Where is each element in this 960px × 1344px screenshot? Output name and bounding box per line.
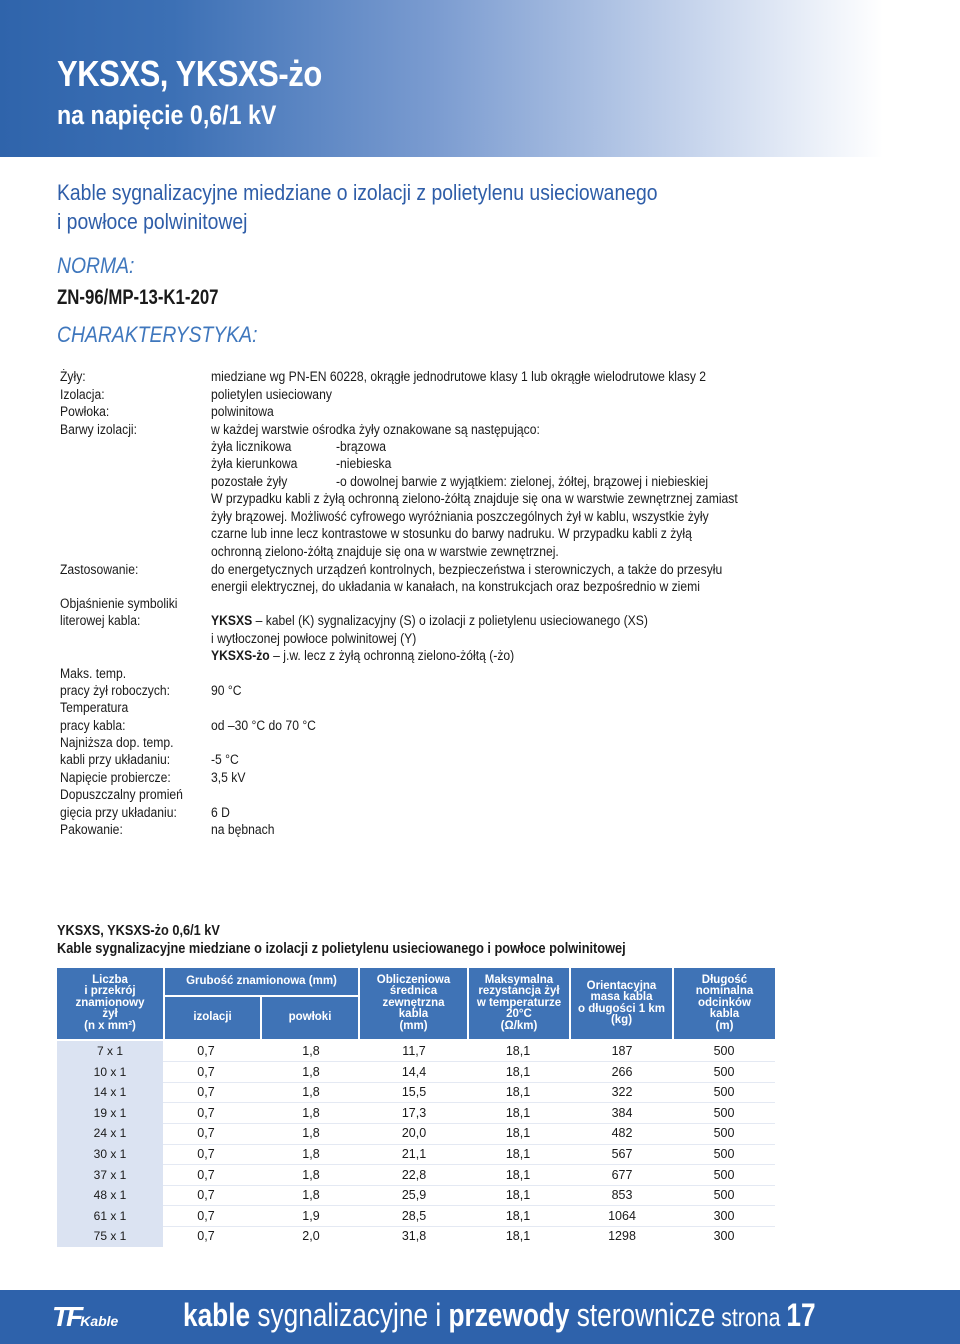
table-row-label: 48 x 1: [57, 1185, 163, 1206]
table-cell: 500: [713, 1188, 735, 1203]
table-cell: 18,1: [505, 1147, 531, 1161]
spec-value-barwy-1: w każdej warstwie ośrodka żyły oznakowane są następująco:: [211, 422, 540, 437]
table-cell: 31,8: [401, 1229, 427, 1244]
table-cell: 18,1: [505, 1044, 531, 1058]
table-cell: 0,7: [197, 1105, 215, 1120]
header-grubosc: Grubość znamionowa (mm): [165, 968, 358, 995]
table-cell: 1,8: [302, 1126, 320, 1141]
table-row-label: 19 x 1: [57, 1103, 163, 1124]
spec-value-barwy-6: żyły brązowej. Możliwość cyfrowego wyróżniania poszczególnych żył w kablu, wszystkie żyły: [211, 509, 709, 524]
spec-value-barwy-4a: pozostałe żyły: [211, 474, 288, 489]
spec-label-promien-1: Dopuszczalny promień: [60, 787, 183, 802]
header-srednica: [360, 968, 467, 1039]
table-cell: 567: [611, 1147, 633, 1161]
table-cell: 677: [611, 1167, 633, 1182]
spec-label-powloka: Powłoka:: [60, 404, 110, 419]
table-cell: 1064: [608, 1208, 636, 1223]
header-liczba-text: Liczba i przekrój znamionowy żył (n x mm²): [75, 973, 145, 1032]
symbol-yksxs-zo-text: – j.w. lecz z żyłą ochronną zielono-żółtą (-żo): [269, 648, 515, 663]
table-cell: 0,7: [197, 1126, 215, 1141]
footer-word-sygnalizacyjne: sygnalizacyjne i: [250, 1297, 449, 1333]
table-cell: 1,8: [302, 1064, 320, 1079]
spec-label-objasnienie-2: literowej kabla:: [60, 613, 141, 628]
header-rezystancja: [469, 968, 569, 1039]
spec-label-najn-2: kabli przy układaniu:: [60, 752, 171, 767]
header-masa: [571, 968, 672, 1039]
table-row-label: 30 x 1: [57, 1144, 163, 1165]
spec-label-izolacja: Izolacja:: [60, 387, 105, 402]
table-cell: 18,1: [505, 1105, 531, 1120]
table-cell: 322: [611, 1085, 633, 1100]
table-cell: 500: [713, 1126, 735, 1141]
table-cell: 1,8: [302, 1167, 320, 1182]
table-cell: 0,7: [197, 1085, 215, 1100]
table-row-label: 24 x 1: [57, 1123, 163, 1144]
spec-label-zyly: Żyły:: [60, 369, 86, 384]
spec-value-promien: 6 D: [211, 805, 230, 820]
header-band: [0, 0, 960, 157]
header-srednica-text: Obliczeniowa średnica zewnętrzna kabla (mm): [376, 973, 451, 1032]
norma-value: ZN-96/MP-13-K1-207: [57, 286, 219, 309]
table-cell: 15,5: [401, 1085, 427, 1100]
table-cell: 500: [713, 1105, 735, 1120]
table-row-label: 7 x 1: [57, 1041, 163, 1062]
spec-label-maks-2: pracy żył roboczych:: [60, 683, 171, 698]
characteristics-heading: CHARAKTERYSTYKA:: [57, 322, 258, 347]
spec-label-temp-2: pracy kabla:: [60, 718, 126, 733]
table-row-label: 37 x 1: [57, 1165, 163, 1186]
footer-text: [183, 1297, 816, 1334]
table-cell: 187: [611, 1044, 633, 1058]
spec-value-barwy-2b: -brązowa: [336, 439, 386, 454]
footer-word-kable: kable: [183, 1297, 251, 1333]
spec-value-barwy-4b: -o dowolnej barwie z wyjątkiem: zielonej, żółtej, brązowej i niebieskiej: [336, 474, 709, 489]
spec-value-najn: -5 °C: [211, 752, 239, 767]
spec-value-barwy-8: ochronną zielono-żółtą znajduje się ona w warstwie zewnętrznej.: [211, 544, 559, 559]
table-cell: 2,0: [302, 1229, 320, 1244]
table-cell: 1,9: [302, 1208, 320, 1223]
table-cell: 0,7: [197, 1208, 215, 1223]
spec-label-promien-2: gięcia przy układaniu:: [60, 805, 177, 820]
table-cell: 18,1: [505, 1167, 531, 1182]
table-cell: 500: [713, 1064, 735, 1079]
description-line-2: i powłoce polwinitowej: [57, 209, 248, 234]
table-cell: 14,4: [401, 1064, 427, 1079]
spec-value-maks: 90 °C: [211, 683, 242, 698]
table-cell: 853: [611, 1188, 633, 1203]
footer-page-label: strona: [715, 1302, 787, 1332]
table-cell: 500: [713, 1044, 735, 1058]
table-cell: 0,7: [197, 1167, 215, 1182]
symbol-yksxs: YKSXS: [211, 613, 253, 628]
spec-value-napiecie: 3,5 kV: [211, 770, 246, 785]
table-cell: 482: [611, 1126, 633, 1141]
spec-label-najn-1: Najniższa dop. temp.: [60, 735, 174, 750]
description-line-1: Kable sygnalizacyjne miedziane o izolacji z polietylenu usieciowanego: [57, 180, 658, 205]
table-cell: 22,8: [401, 1167, 427, 1182]
table-cell: 11,7: [402, 1044, 426, 1058]
table-cell: 1,8: [302, 1188, 320, 1203]
table-cell: 18,1: [505, 1208, 531, 1223]
spec-label-maks-1: Maks. temp.: [60, 666, 127, 681]
table-cell: 266: [611, 1064, 633, 1079]
table-cell: 18,1: [505, 1085, 531, 1100]
table-row-label: 10 x 1: [57, 1062, 163, 1083]
footer-word-przewody: przewody: [448, 1297, 570, 1333]
table-cell: 0,7: [197, 1064, 215, 1079]
spec-value-zastosowanie-1: do energetycznych urządzeń kontrolnych, bezpieczeństwa i sterowniczych, a także do przesyłu: [211, 562, 723, 577]
spec-value-barwy-3a: żyła kierunkowa: [211, 456, 298, 471]
table-cell: 0,7: [197, 1044, 215, 1058]
spec-value-barwy-5: W przypadku kabli z żyłą ochronną zielono-żółtą znajduje się ona w warstwie zewnętrznej zamiast: [211, 491, 738, 506]
page-subtitle: na napięcie 0,6/1 kV: [57, 100, 277, 130]
table-title-2: Kable sygnalizacyjne miedziane o izolacji z polietylenu usieciowanego i powłoce polwinitowej: [57, 941, 626, 957]
table-cell: 1,8: [302, 1147, 320, 1161]
header-dlugosc-text: Długość nominalna odcinków kabla (m): [695, 973, 754, 1032]
spec-label-temp-1: Temperatura: [60, 700, 129, 715]
table-cell: 18,1: [505, 1229, 531, 1244]
header-powloki: powłoki: [262, 997, 358, 1039]
table-cell: 1,8: [302, 1105, 320, 1120]
table-cell: 21,1: [401, 1147, 427, 1161]
page-number: 17: [786, 1297, 816, 1333]
table-cell: 1,8: [302, 1085, 320, 1100]
spec-value-zastosowanie-2: energii elektrycznej, do układania w kanałach, na konstrukcjach oraz bezpośrednio w ziemi: [211, 579, 700, 594]
table-title-1: YKSXS, YKSXS-żo 0,6/1 kV: [57, 923, 220, 939]
table-row-label: 61 x 1: [57, 1206, 163, 1227]
spec-value-zyly: miedziane wg PN-EN 60228, okrągłe jednodrutowe klasy 1 lub okrągłe wielodrutowe klasy 2: [211, 369, 707, 384]
table-cell: 500: [713, 1147, 735, 1161]
table-cell: 300: [713, 1229, 735, 1244]
table-cell: 384: [611, 1105, 633, 1120]
table-cell: 0,7: [197, 1147, 215, 1161]
spec-label-objasnienie-1: Objaśnienie symboliki: [60, 596, 178, 611]
spec-value-izolacja: polietylen usieciowany: [211, 387, 332, 402]
header-rezystancja-text: Maksymalna rezystancja żył w temperaturze 20°C (Ω/km): [476, 973, 562, 1032]
spec-label-barwy: Barwy izolacji:: [60, 422, 137, 437]
spec-value-barwy-3b: -niebieska: [336, 456, 392, 471]
spec-value-objasnienie-2: i wytłoczonej powłoce polwinitowej (Y): [211, 631, 417, 646]
spec-value-objasnienie-1: [211, 612, 648, 629]
table-cell: 18,1: [505, 1126, 531, 1141]
logo-kable: Kable: [80, 1313, 119, 1329]
table-cell: 18,1: [505, 1188, 531, 1203]
table-cell: 25,9: [401, 1188, 427, 1203]
table-cell: 300: [713, 1208, 735, 1223]
company-logo: [52, 1301, 118, 1333]
page-title: YKSXS, YKSXS-żo: [57, 53, 322, 94]
spec-value-barwy-2a: żyła licznikowa: [211, 439, 292, 454]
table-cell: 1298: [608, 1229, 636, 1244]
header-dlugosc: [674, 968, 775, 1039]
table-cell: 500: [713, 1085, 735, 1100]
norma-heading: NORMA:: [57, 253, 135, 278]
spec-value-barwy-7: czarne lub inne lecz kontrastowe w stosunku do barwy nadruku. W przypadku kabli z żyłą: [211, 526, 692, 541]
spec-value-powloka: polwinitowa: [211, 404, 274, 419]
spec-value-temp: od –30 °C do 70 °C: [211, 718, 316, 733]
symbol-yksxs-text: – kabel (K) sygnalizacyjny (S) o izolacji z polietylenu usieciowanego (XS): [252, 613, 648, 628]
footer-word-sterownicze: sterownicze: [569, 1297, 716, 1333]
table-cell: 500: [713, 1167, 735, 1182]
spec-label-zastosowanie: Zastosowanie:: [60, 562, 139, 577]
spec-value-pakowanie: na bębnach: [211, 822, 275, 837]
table-row-label: 14 x 1: [57, 1082, 163, 1103]
table-cell: 18,1: [505, 1064, 531, 1079]
table-cell: 1,8: [302, 1044, 320, 1058]
table-cell: 0,7: [197, 1188, 215, 1203]
table-row-label: 75 x 1: [57, 1226, 163, 1247]
header-liczba: [57, 968, 163, 1039]
symbol-yksxs-zo: YKSXS-żo: [211, 648, 270, 663]
header-izolacji: izolacji: [165, 997, 260, 1039]
table-cell: 28,5: [401, 1208, 427, 1223]
table-cell: 20,0: [401, 1126, 427, 1141]
spec-label-pakowanie: Pakowanie:: [60, 822, 123, 837]
spec-label-napiecie: Napięcie probiercze:: [60, 770, 171, 785]
logo-tf: TF: [52, 1301, 81, 1332]
header-masa-text: Orientacyjna masa kabla o długości 1 km (kg): [578, 979, 665, 1026]
table-cell: 17,3: [401, 1105, 427, 1120]
table-cell: 0,7: [197, 1229, 215, 1244]
spec-value-objasnienie-3: [211, 647, 514, 664]
